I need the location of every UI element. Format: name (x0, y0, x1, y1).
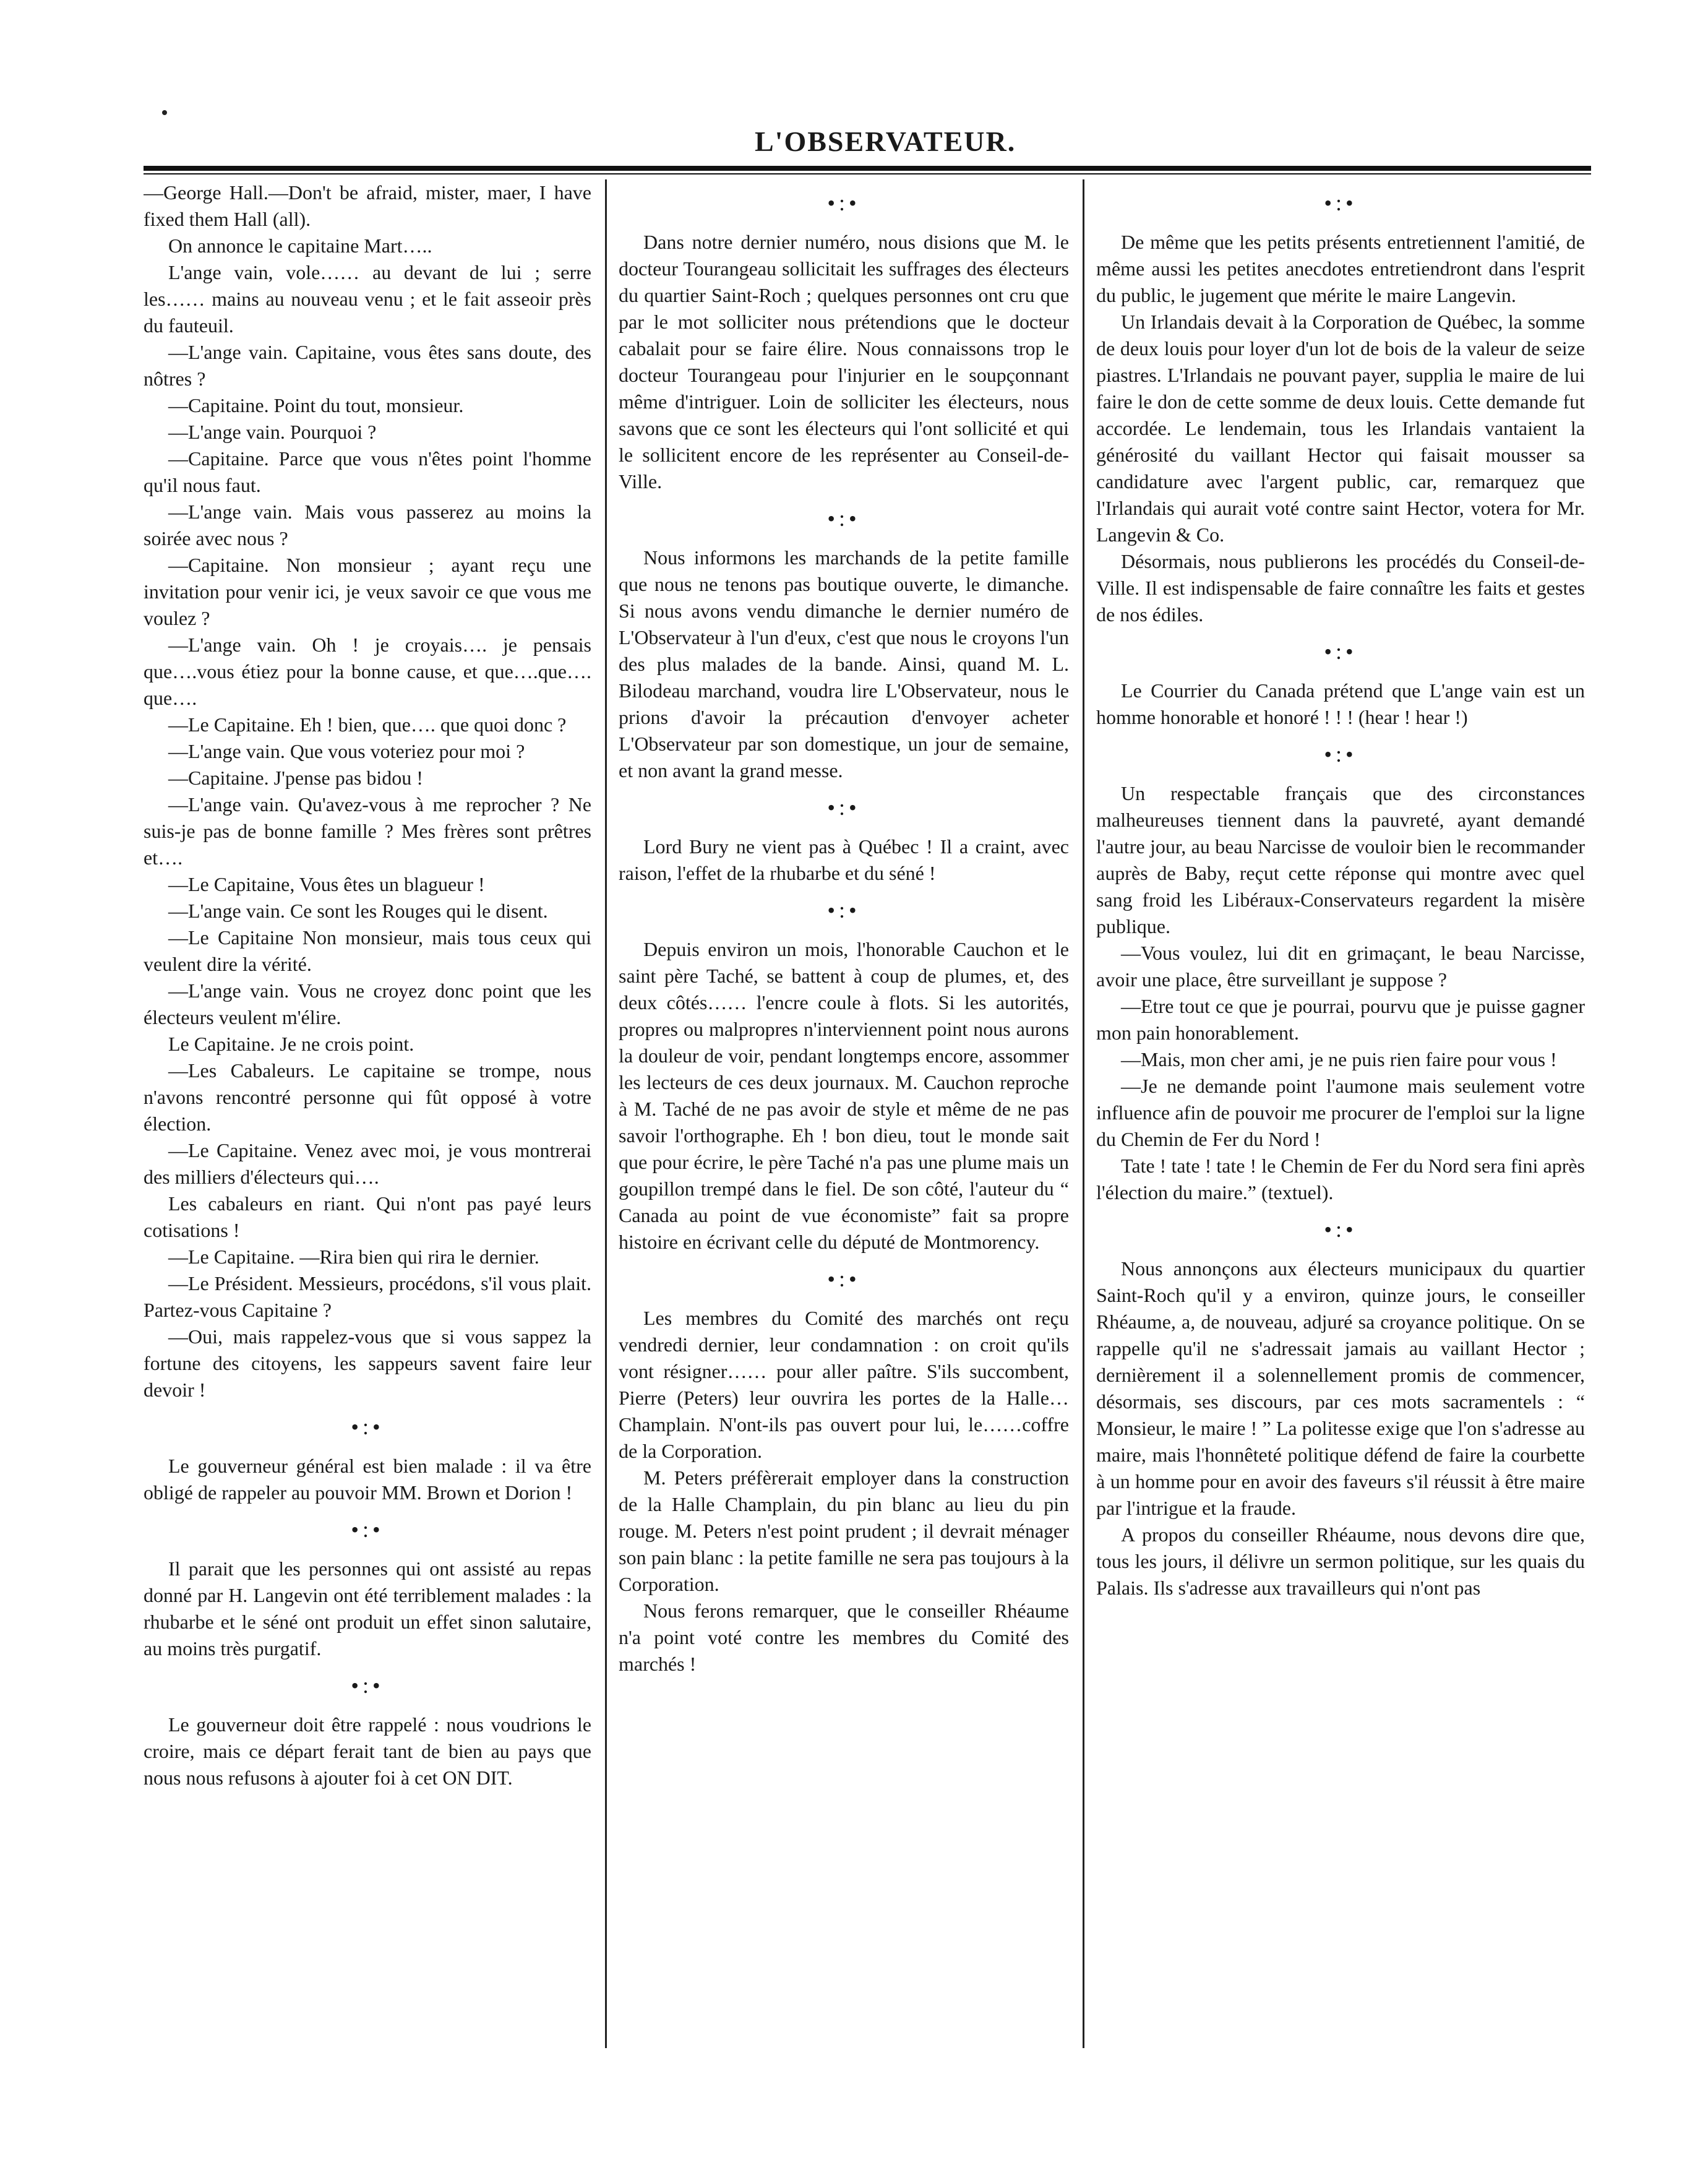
article-paragraph: —Le Capitaine Non monsieur, mais tous ceux qui veulent dire la vérité. (144, 926, 591, 975)
column-divider-1 (605, 179, 607, 2048)
article-paragraph: —L'ange vain. Que vous voteriez pour moi ? (168, 740, 525, 762)
article-paragraph: —Etre tout ce que je pourrai, pourvu que je puisse gagner mon pain honorablement. (1096, 995, 1585, 1044)
column-1 (144, 179, 591, 2060)
article-paragraph: Lord Bury ne vient pas à Québec ! Il a craint, avec raison, l'effet de la rhubarbe et du séné ! (619, 835, 1069, 884)
section-separator: •:• (351, 1673, 384, 1698)
article-paragraph: —George Hall.—Don't be afraid, mister, maer, I have fixed them Hall (all). (144, 181, 591, 230)
article-paragraph: Un respectable français que des circonstances malheureuses tiennent dans la pauvreté, ayant demandé l'autre jour, au beau Narcisse de vouloir bien le recommander auprès de Baby, reçut cette réponse qui montre avec quel sang froid les Libéraux-Conservateurs regardent la misère publique. (1096, 782, 1585, 937)
article-paragraph: —Le Capitaine. Venez avec moi, je vous montrerai des milliers d'électeurs qui…. (144, 1139, 591, 1188)
article-paragraph: Dans notre dernier numéro, nous disions que M. le docteur Tourangeau sollicitait les suffrages des électeurs du quartier Saint-Roch ; quelques personnes ont cru que par le mot solliciter nous prétendions que le docteur cabalait pour se faire élire. Nous connaissons trop le docteur Tourangeau pour l'injurier en le soupçonnant même d'intriguer. Loin de solliciter les électeurs, nous savons que ce sont les électeurs qui l'ont sollicité et qui le sollicitent encore de les représenter au Conseil-de-Ville. (619, 231, 1069, 493)
section-separator: •:• (1324, 639, 1357, 664)
article-paragraph: —Je ne demande point l'aumone mais seulement votre influence afin de pouvoir me procurer de l'emploi sur la ligne du Chemin de Fer du Nord ! (1096, 1075, 1585, 1150)
masthead-rule (144, 166, 1591, 171)
article-paragraph: —L'ange vain. Vous ne croyez donc point que les électeurs veulent m'élire. (144, 980, 591, 1028)
article-paragraph: —Le Capitaine. —Rira bien qui rira le dernier. (168, 1246, 539, 1268)
article-paragraph: Depuis environ un mois, l'honorable Cauchon et le saint père Taché, se battent à coup de plumes, et, des deux côtés…… l'encre coule à flots. Si les autorités, propres ou malpropres n'interviennent point nous aurons la douleur de voir, pendant longtemps encore, assommer les lecteurs de ces deux journaux. M. Cauchon reproche à M. Taché de ne pas avoir de style et même de ne pas savoir l'orthographe. Eh ! bon dieu, tout le monde sait que pour écrire, le père Taché n'a pas une plume mais un goupillon trempé dans le fiel. De son côté, l'auteur du “ Canada au point de vue économiste” fait sa propre histoire en écrivant celle du député de Montmorency. (619, 938, 1069, 1253)
article-paragraph: —Capitaine. Non monsieur ; ayant reçu une invitation pour venir ici, je veux savoir ce que vous me voulez ? (144, 554, 591, 629)
article-paragraph: —L'ange vain. Oh ! je croyais…. je pensais que….vous étiez pour la bonne cause, et que….que…. que…. (144, 634, 591, 709)
article-paragraph: Le Capitaine. Je ne crois point. (168, 1033, 414, 1055)
article-paragraph: A propos du conseiller Rhéaume, nous devons dire que, tous les jours, il délivre un sermon politique, sur les quais du Palais. Ils s'adresse aux travailleurs qui n'ont pas (1096, 1523, 1585, 1599)
masthead-rule-thin (144, 173, 1591, 174)
article-paragraph: Le gouverneur doit être rappelé : nous voudrions le croire, mais ce départ ferait tant de bien au pays que nous nous refusons à ajouter foi à cet ON DIT. (144, 1713, 591, 1789)
article-paragraph: —L'ange vain. Pourquoi ? (168, 421, 377, 443)
article-paragraph: De même que les petits présents entretiennent l'amitié, de même aussi les petites anecdotes entretiendront dans l'esprit du public, le jugement que mérite le maire Langevin. (1096, 231, 1585, 306)
column-2 (619, 179, 1069, 2060)
section-separator: •:• (1324, 742, 1357, 767)
article-paragraph: —Capitaine. J'pense pas bidou ! (168, 767, 423, 789)
article-paragraph: M. Peters préfèrerait employer dans la construction de la Halle Champlain, du pin blanc au lieu du pin rouge. M. Peters n'est point prudent ; il devrait ménager son pain blanc : la petite famille ne sera pas toujours à la Corporation. (619, 1466, 1069, 1595)
article-paragraph: —Capitaine. Point du tout, monsieur. (168, 394, 464, 416)
article-paragraph: —Mais, mon cher ami, je ne puis rien faire pour vous ! (1121, 1048, 1557, 1070)
column-divider-2 (1083, 179, 1084, 2048)
article-paragraph: Tate ! tate ! tate ! le Chemin de Fer du Nord sera fini après l'élection du maire.” (textuel). (1096, 1155, 1585, 1203)
section-separator: •:• (827, 191, 860, 215)
column-3 (1096, 179, 1585, 2060)
section-separator: •:• (1324, 191, 1357, 215)
article-paragraph: —L'ange vain. Qu'avez-vous à me reprocher ? Ne suis-je pas de bonne famille ? Mes frères sont prêtres et…. (144, 793, 591, 869)
section-separator: •:• (351, 1414, 384, 1439)
article-paragraph: —Le Président. Messieurs, procédons, s'il vous plait. Partez-vous Capitaine ? (144, 1272, 591, 1321)
article-paragraph: Les cabaleurs en riant. Qui n'ont pas payé leurs cotisations ! (144, 1192, 591, 1241)
article-paragraph: Les membres du Comité des marchés ont reçu vendredi dernier, leur condamnation : on croit qu'ils vont résigner…… pour aller paître. S'ils succombent, Pierre (Peters) leur ouvrira les portes de la Halle… Champlain. N'ont-ils pas ouvert pour lui, le……coffre de la Corporation. (619, 1307, 1069, 1462)
article-paragraph: Un Irlandais devait à la Corporation de Québec, la somme de deux louis pour loyer d'un lot de bois de la valeur de seize piastres. L'Irlandais ne pouvant payer, supplia le maire de lui faire le don de cette somme de deux louis. Cette demande fut accordée. Le lendemain, tous les Irlandais vantaient la générosité du vaillant Hector qui faisait mousser sa candidature avec l'argent public, car, remarquez que l'Irlandais qui aurait voté contre saint Hector, votera for Mr. Langevin & Co. (1096, 311, 1585, 546)
article-paragraph: L'ange vain, vole…… au devant de lui ; serre les…… mains au nouveau venu ; et le fait asseoir près du fauteuil. (144, 261, 591, 337)
article-paragraph: —L'ange vain. Mais vous passerez au moins la soirée avec nous ? (144, 501, 591, 549)
article-paragraph: —Capitaine. Parce que vous n'êtes point l'homme qu'il nous faut. (144, 447, 591, 496)
article-paragraph: —L'ange vain. Ce sont les Rouges qui le disent. (168, 900, 548, 922)
article-paragraph: Nous ferons remarquer, que le conseiller Rhéaume n'a point voté contre les membres du Comité des marchés ! (619, 1600, 1069, 1675)
article-paragraph: —Les Cabaleurs. Le capitaine se trompe, nous n'avons rencontré personne qui fût opposé à votre élection. (144, 1059, 591, 1135)
section-separator: •:• (351, 1517, 384, 1542)
article-paragraph: Il parait que les personnes qui ont assisté au repas donné par H. Langevin ont été terriblement malades : la rhubarbe et le séné ont produit un effet sinon salutaire, au moins très purgatif. (144, 1557, 591, 1660)
section-separator: •:• (827, 1267, 860, 1291)
article-paragraph: —L'ange vain. Capitaine, vous êtes sans doute, des nôtres ? (144, 341, 591, 390)
article-paragraph: —Vous voulez, lui dit en grimaçant, le beau Narcisse, avoir une place, être surveillant je suppose ? (1096, 942, 1585, 991)
section-separator: •:• (827, 795, 860, 820)
article-paragraph: Le Courrier du Canada prétend que L'ange vain est un homme honorable et honoré ! ! ! (hear ! hear !) (1096, 679, 1585, 728)
article-paragraph: On annonce le capitaine Mart….. (168, 235, 432, 257)
section-separator: •:• (827, 506, 860, 531)
section-separator: •:• (1324, 1217, 1357, 1242)
article-paragraph: —Le Capitaine, Vous êtes un blagueur ! (168, 873, 485, 895)
article-paragraph: —Le Capitaine. Eh ! bien, que…. que quoi donc ? (168, 713, 567, 736)
section-separator: •:• (827, 898, 860, 923)
page-dot (162, 110, 167, 115)
article-paragraph: Le gouverneur général est bien malade : il va être obligé de rappeler au pouvoir MM. Brown et Dorion ! (144, 1455, 591, 1504)
article-paragraph: Nous informons les marchands de la petite famille que nous ne tenons pas boutique ouverte, le dimanche. Si nous avons vendu dimanche le dernier numéro de L'Observateur à l'un d'eux, c'est que nous le croyons l'un des plus malades de la bande. Ainsi, quand M. L. Bilodeau marchand, voudra lire L'Observateur, nous le prions d'avoir la précaution d'envoyer acheter L'Observateur par son domestique, un jour de semaine, et non avant la grand messe. (619, 546, 1069, 781)
article-paragraph: Nous annonçons aux électeurs municipaux du quartier Saint-Roch qu'il y a environ, quinze jours, le conseiller Rhéaume, a, de nouveau, adjuré sa croyance politique. On se rappelle qu'il ne s'adressait jamais au vaillant Hector ; dernièrement il a solennellement promis de commencer, désormais, ses discours, par ces mots sacramentels : “ Monsieur, le maire ! ” La politesse exige que l'on s'adresse au maire, mais l'honnêteté politique défend de faire la courbette à un homme pour en avoir des faveurs s'il réussit à être maire par l'intrigue et la fraude. (1096, 1257, 1585, 1519)
masthead-title: L'OBSERVATEUR. (755, 126, 1016, 157)
article-paragraph: Désormais, nous publierons les procédés du Conseil-de-Ville. Il est indispensable de faire connaître les faits et gestes de nos édiles. (1096, 550, 1585, 626)
article-paragraph: —Oui, mais rappelez-vous que si vous sappez la fortune des citoyens, les sappeurs savent faire leur devoir ! (144, 1325, 591, 1401)
